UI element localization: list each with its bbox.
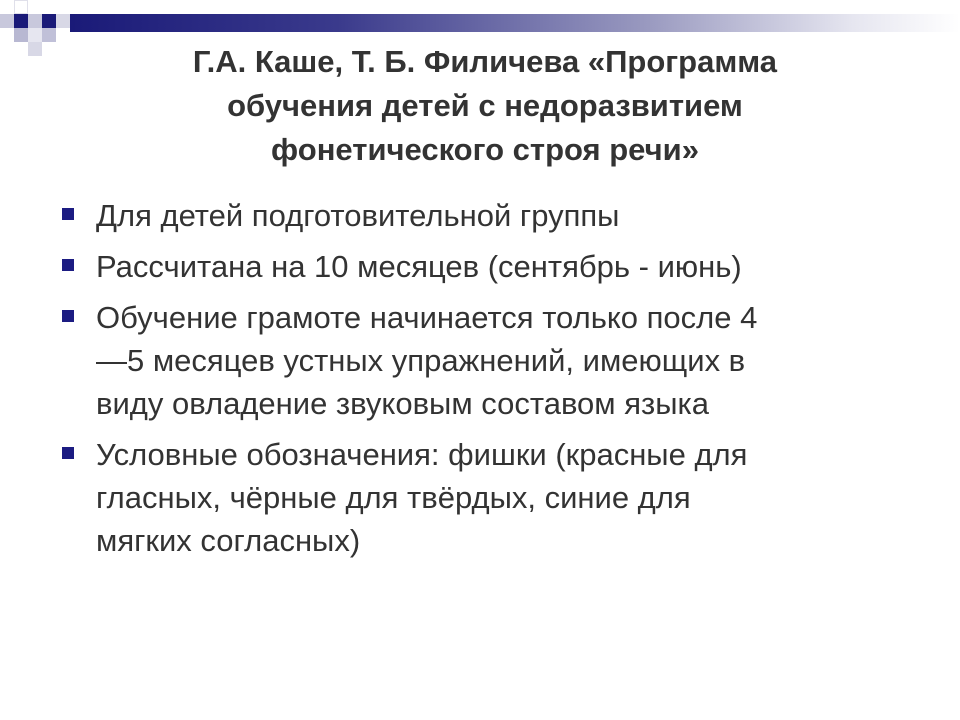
bullet-list xyxy=(58,194,908,570)
title-line: фонетического строя речи» xyxy=(271,132,699,167)
bullet-line: Рассчитана на 10 месяцев (сентябрь - июнь) xyxy=(96,249,742,284)
bullet-line: мягких согласных) xyxy=(96,523,361,558)
bullet-text xyxy=(96,245,908,288)
bullet-line: —5 месяцев устных упражнений, имеющих в xyxy=(96,343,746,378)
bullet-item xyxy=(58,194,908,237)
bullet-line: гласных, чёрные для твёрдых, синие для xyxy=(96,480,691,515)
bullet-text xyxy=(96,433,908,562)
bullet-line: виду овладение звуковым составом языка xyxy=(96,386,709,421)
slide-title xyxy=(70,40,900,172)
bullet-line: Обучение грамоте начинается только после 4 xyxy=(96,300,758,335)
bullet-line: Для детей подготовительной группы xyxy=(96,198,620,233)
title-line: Г.А. Каше, Т. Б. Филичева «Программа xyxy=(192,44,778,79)
bullet-text xyxy=(96,194,908,237)
bullet-item xyxy=(58,245,908,288)
bullet-item xyxy=(58,296,908,425)
bullet-line: Условные обозначения: фишки (красные для xyxy=(96,437,748,472)
square-bullet-icon xyxy=(62,208,74,220)
decorative-squares xyxy=(0,0,80,64)
square-bullet-icon xyxy=(62,310,74,322)
square-bullet-icon xyxy=(62,259,74,271)
square-bullet-icon xyxy=(62,447,74,459)
bullet-text xyxy=(96,296,908,425)
header-band xyxy=(70,14,960,32)
bullet-item xyxy=(58,433,908,562)
title-line: обучения детей с недоразвитием xyxy=(227,88,743,123)
